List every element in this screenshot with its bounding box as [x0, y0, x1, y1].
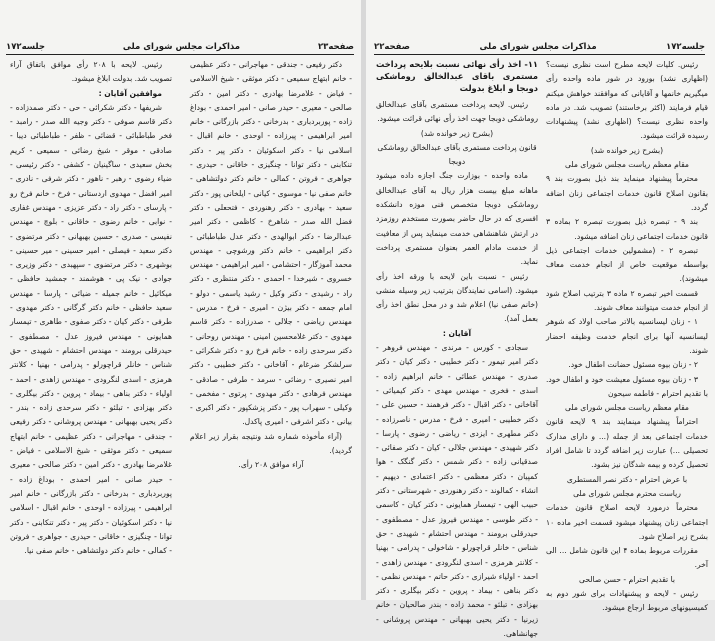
column-right: [546, 58, 708, 616]
column-left: [10, 58, 172, 558]
paragraph: رئیس. کلیات لایحه مطرح است نظری نیست؟ (اظهاری نشد) بورود در شور ماده واحده رأی میگیریم خانمها و آقایانی که موافقند خواهش میکنم قیام فرمایند (اکثر برخاستند) تصویب شد. در ماده واحده نظری نیست؟ (اظهاری نشد) پیشنهادات رسیده قرائت میشود.: [546, 60, 708, 141]
page-header: [374, 38, 705, 55]
page-header: [6, 38, 354, 55]
paragraph: ۲ - زنان بیوه مسئول حضانت اطفال خود.: [568, 360, 698, 370]
paragraph: بند ۹ - تبصره ذیل بصورت تبصره ۲ بماده ۳ قانون خدمات اجتماعی زنان اضافه میشود.: [546, 217, 708, 241]
session-number: جلسه۱۷۲: [666, 42, 705, 52]
voter-names: سجادی - کورس - مرندی - مهندس فروهر - دکتر امیر تیمور - دکتر خطیبی - دکتر کیان - دکتر صدری - مهندس عطائی - خانم ابراهیم زاده - اسدی - فخری - مهندس مهدی - دکتر کیمیائی - آقاخانی - دکتر اقبال - دکتر فرهمند - حسین علی - دکتر خطیبی - امیری - فرخ - مدرس - ناصرزاده - دکتر مطهری - ایزدی - ریاضی - رضوی - پارسا - دکتر شهیدی - مهندس جلالی - کیان - دکتر صفائی - صدقیانی زاده - دکتر شمس - دکتر گنگک - هوا کمپیان - دکتر معظمی - دکتر اعتمادی - دیهیم - انشاء - کمالوند - دکتر رهنوردی - شهرستانی - دکتر حبیب الهی - تیمسار همایونی - دکتر کیان - کاسمی - دکتر طوسی - مهندس فیروز عدل - مصطفوی - حیدرقلی برومند - مهندس احتشام - شهیدی - حق شناس - خانلر قراچورلو - شاخولی - پدرامی - بهنیا - کلانتر هرمزی - اسدی لنگرودی - مهندس زاهدی - احمد - اولیاء شیرازی - دکتر حاتم - مهندس نظمی - دکتر بناهی - بیماد - پروین - دکتر بیگلری - دکتر بهزادی - تبلئو - محمد زاده - بندر صالحیان - خانم زیرنیا - دکتر یحیی بهبهانی - مهندس پروشانی - جهانشاهی.: [376, 343, 538, 638]
supporters-names: شریفها - دکتر شکرائی - حی - دکتر صمدزاده - دکتر قاسم صوفی - دکتر وجیه الله صدر - رامبد - فخر طباطبائی - قضائی - ظفر - طباطبائی دیبا - صادقی - موقر - شیخ رضائی - سمیعی - کریم بخش سعیدی - ساگینیان - کشفی - دکتر رئیسی - ضیاء رضوی - رهبر - ناهور - دکتر شرفی - نادری - امیر افضل - مهدوی اردستانی - فرخ - خانم فرخ رو - پارسای - دکتر راد - دکتر عزیزی - مهندس غفاری - نوابی - خانم رضوی - خاقانی - بلوچ - مهندس نفیسی - صدری - حسین بهبهانی - دکتر مرتضوی - دکتر سعید - فیصلی - امیر حسینی - میر حسینی - بوشهری - دکتر مرتضوی - سپهبدی - دکتر وزیری - جوادی - نیک پی - هوشمند - جمشید حافظی - میکائیل - خانم جمیله - ضیائی - پارسا - مهندس سعید حافظی - خانم دکتر گرگانی - دکتر مهدوی - طرفی - دکتر کیان - دکتر صفوی - طاهری - تیمسار همایونی - مهندس فیروز عدل - مصطفوی - حیدرقلی برومند - مهندس احتشام - شهیدی - حق شناس - خانلر قراچورلو - پدرامی - بهنیا - کلانتر هرمزی - اسدی لنگرودی - مهندس زاهدی - احمد - اولیاء - دکتر بناهی - بیماد - پروین - دکتر بیگلری - دکتر بهزادی - تبلئو - دکتر سرحدی زاده - بندر - دکتر یحیی بهبهانی - مهندس پروشانی - دکتر رفیعی - جندقی - مهاجرانی - دکتر عظیمی - خانم ابتهاج سمیعی - دکتر موثقی - شیخ الاسلامی - فیاض - غلامرضا بهادری - دکتر امین - دکتر صالحی - معیری - حیدر صانی - امیر احمدی - بوداغ زاده - پوربردباری - بدرخانی - دکتر بازرگانی - خانم امیر ابراهیمی - پیرزاده - اوحدی - خانم اقبال - اسلامی نیا - دکتر اسکوئیان - دکتر پیر - دکتر تنکابنی - دکتر توانا - چنگیزی - خاقانی - حیدری - جواهری - فروتن - کمالی - خانم دکتر دولتشاهی - خانم صفی نیا.: [10, 102, 172, 556]
paragraph: احتراماً پیشنهاد مینمایند بند ۹ لایحه قانون خدمات اجتماعی بعد از جمله (... و دارای مدارک تحصیلی ...) عبارت زیر اضافه گردد تا شامل افراد تحصیل کرده و بیمه شدگان نیز بشود.: [546, 417, 708, 470]
voter-names: دکتر رفیعی - جندقی - مهاجرانی - دکتر عظیمی - خانم ابتهاج سمیعی - دکتر موثقی - شیخ الاسلامی - فیاض - غلامرضا بهادری - دکتر امین - دکتر صالحی - معیری - حیدر صانی - امیر احمدی - بوداغ زاده - پوربردباری - بدرخانی - دکتر بازرگانی - خانم امیر ابراهیمی - پیرزاده - اوحدی - خانم اقبال - اسلامی نیا - دکتر اسکوئیان - دکتر پیر - دکتر تنکابنی - دکتر توانا - چنگیزی - خاقانی - حیدری - جواهری - فروتن - کمالی - خانم دکتر دولتشاهی - خانم صفی نیا - موسوی - کیانی - ایلخانی پور - دکتر سعید - بهادری - دکتر رهنوردی - فتحعلی - دکتر فضل الله صدر - شاهرخ - کاظمی - دکتر امیر عبدالرضا - دکتر ابوالهدی - دکتر عدل طباطبائی - دکتر ابراهیمی - خانم دکتر ورشوچی - مهندس محمد آموزگار - احتشامی - امیر ابراهیمی - مهندس خسروی - شیرخدا - احمدی - دکتر منتظری - دکتر راد - رشیدی - دکتر وکیل - رشید یاسمی - دولو - امام جمعه - دکتر بیژن - امیری - فرخ - مدرس - مهندس ریاضی - جلالی - صدرزاده - دکتر قاسم مهدوی - دکتر غلامحسین امینی - مهندس روحانی - دکتر سرحدی زاده - خانم فرخ رو - دکتر شکرائی - سرلشکر ضرغام - آقاخانی - دکتر خطیبی - دکتر امیر نصیری - رضائی - سرمد - طرفی - صادقی - مهندس فرهادی - دکتر مهدوی - پرتوی - مفخمی - وکیلی - سهراب پور - دکتر پزشکپور - دکتر اکبری - بیانی - دکتر اشرفی - امیری پاکدل.: [190, 60, 352, 427]
page-number: صفحه۲۲: [374, 42, 411, 52]
signature: با تقدیم احترام - حسن صالحی: [579, 574, 675, 584]
running-title: مذاکرات مجلس شورای ملی: [479, 42, 597, 52]
note: (بشرح زیر خوانده شد): [420, 128, 494, 138]
page-number: صفحه۲۳: [317, 42, 354, 52]
column-right: [190, 58, 352, 473]
note: (بشرح زیر خوانده شد): [590, 145, 664, 155]
column-left: [376, 58, 538, 641]
paragraph: رئیس. لایحه پرداخت مستمری بآقای عبدالخالق روماشکی دوبجا جهت اخذ رأی نهائی قرائت میشود.: [376, 100, 538, 124]
running-title: مذاکرات مجلس شورای ملی: [122, 42, 241, 52]
voters-heading: [376, 327, 538, 341]
paragraph: رئیس - لایحه و پیشنهادات برای شور دوم به کمیسیونهای مربوط ارجاع میشود.: [546, 588, 708, 613]
salutation: مقام معظم ریاست مجلس شورای ملی: [564, 403, 689, 413]
single-article: ماده واحده - بوزارت جنگ اجازه داده میشود ماهانه مبلغ بیست هزار ریال به آقای عبدالخالق روماشکی دوبجا متخصص فنی موزه دانشکده افسری که در حال حاضر بصورت مستخدم روزمزد در ارتش شاهنشاهی خدمت مینماید پس از معافیت از خدمت مادام العمر بعنوان مستمری پرداخت نماید.: [376, 171, 538, 267]
supporters-heading: [10, 87, 172, 101]
left-page: [0, 0, 362, 600]
paragraph: ۳ - زنان بیوه مسئول معیشت خود و اطفال خود. با تقدیم احترام - فاطمه سیحون: [546, 374, 708, 398]
vote-announcement: (آراء مأخوذه شماره شد ونتیجه بقرار زیر اعلام گردید).: [190, 431, 352, 456]
speaker-paragraph: رئیس. لایحه با ۲۰۸ رأی موافق باتفاق آراء تصویب شد. بدولت ابلاغ میشود.: [10, 60, 172, 84]
paragraph: محترماً پیشنهاد مینماید بند ذیل بصورت بند ۹ بقانون اصلاح قانون خدمات اجتماعی زنان اضافه گردد.: [546, 174, 708, 212]
section-heading: ۱۱- اخذ رأی نهائی نسبت بلایحه پرداخت مستمری باقای عبدالخالق روماشکی دوبجا و ابلاغ بدولت: [376, 59, 538, 93]
supporters-label: موافقین آقایان :: [98, 88, 162, 98]
right-page: [366, 0, 715, 638]
paragraph: رئیس - نسبت باین لایحه با ورقه اخذ رأی میشود. (اسامی نمایندگان بترتیب زیر وسیله منشی (خانم صفی نیا) اعلام شد و در محل نطق اخذ رأی بعمل آمد).: [376, 271, 538, 324]
paragraph: مقررات مربوط بماده ۴ این قانون شامل ... الی آخر.: [546, 546, 708, 570]
paragraph: تبصره ۲ - (مشمولین خدمات اجتماعی ذیل بواسطه موقعیت خاص از انجام خدمت معاف میشوند).: [546, 245, 708, 284]
paragraph: قسمت اخیر تبصره ۲ ماده ۳ بترتیب اصلاح شود از انجام خدمت میتوانند معاف شوند.: [546, 288, 708, 313]
session-number: جلسه۱۷۲: [6, 42, 45, 52]
vote-result: آراء موافق ۲۰۸ رأی.: [238, 460, 304, 470]
law-title: قانون پرداخت مستمری بآقای عبدالخالق روماشکی دوبجا: [377, 142, 537, 167]
signature: با عرض احترام - دکتر نصر المستطری: [566, 474, 688, 484]
voters-label: آقایان :: [442, 328, 472, 338]
paragraph: محترماً درمورد لایحه اصلاح قانون خدمات اجتماعی زنان پیشنهاد میشود قسمت اخیر ماده ۱۰ بشرح زیر اصلاح شود.: [546, 503, 708, 541]
salutation: مقام معظم ریاست مجلس شورای ملی: [564, 160, 689, 170]
paragraph: ۱ - زنان لیسانسیه بالاتر صاحب اولاد که شوهر لیسانسیه آنها برای انجام خدمت وظیفه احضار شوند.: [546, 317, 708, 355]
salutation: ریاست محترم مجلس شورای ملی: [573, 488, 681, 498]
